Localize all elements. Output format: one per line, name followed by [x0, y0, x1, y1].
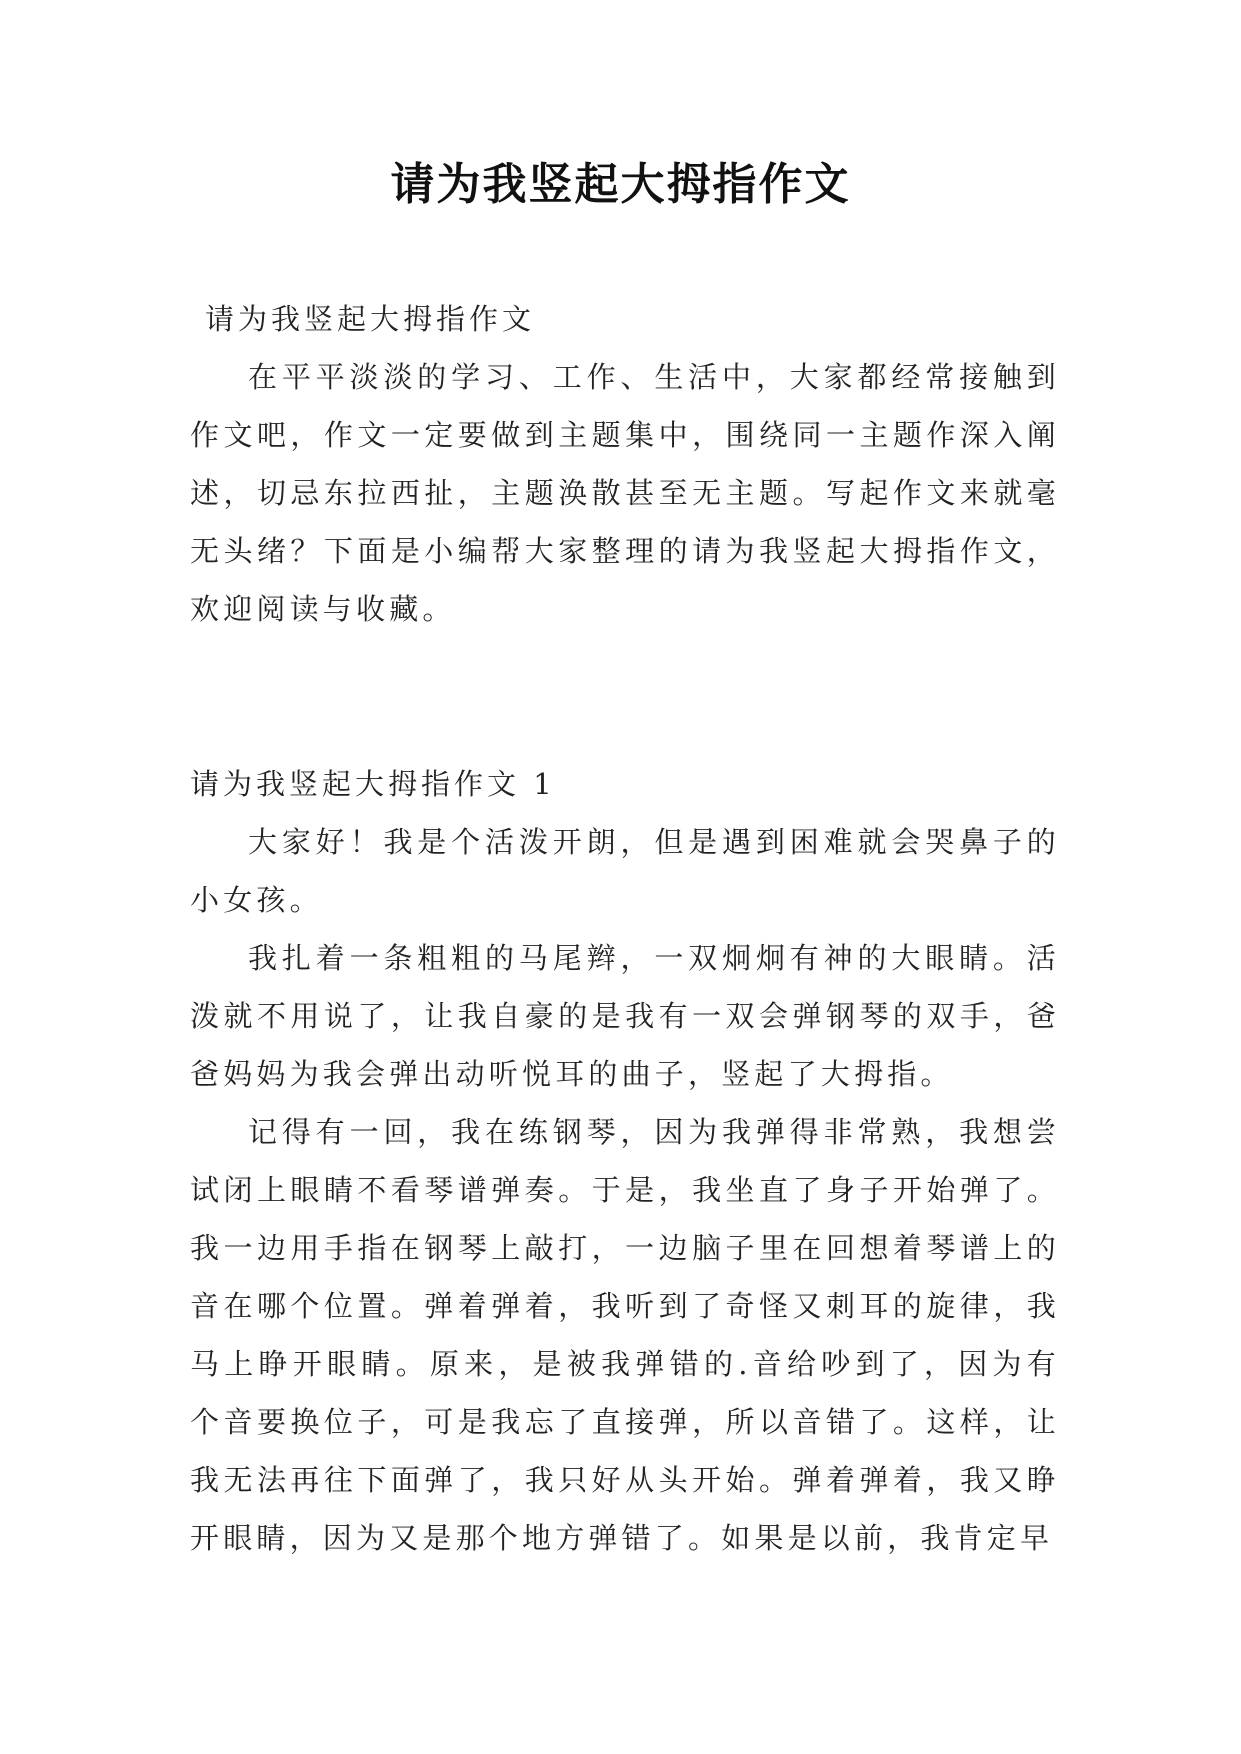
- section-heading: 请为我竖起大拇指作文 1: [190, 767, 556, 801]
- body-paragraph: 我扎着一条粗粗的马尾辫，一双炯炯有神的大眼睛。活泼就不用说了，让我自豪的是我有一双会弹钢琴的双手，爸爸妈妈为我会弹出动听悦耳的曲子，竖起了大拇指。: [190, 941, 1060, 1091]
- intro-block: [190, 348, 1060, 638]
- body-paragraph: 记得有一回，我在练钢琴，因为我弹得非常熟，我想尝试闭上眼睛不看琴谱弹奏。于是，我坐直了身子开始弹了。我一边用手指在钢琴上敲打，一边脑子里在回想着琴谱上的音在哪个位置。弹着弹着，我听到了奇怪又刺耳的旋律，我马上睁开眼睛。原来，是被我弹错的.音给吵到了，因为有个音要换位子，可是我忘了直接弹，所以音错了。这样，让我无法再往下面弹了，我只好从头开始。弹着弹着，我又睁开眼睛，因为又是那个地方弹错了。如果是以前，我肯定早: [190, 1115, 1060, 1555]
- document-title: 请为我竖起大拇指作文: [390, 159, 851, 210]
- body-paragraph: 大家好！我是个活泼开朗，但是遇到困难就会哭鼻子的小女孩。: [190, 825, 1060, 917]
- intro-heading: 请为我竖起大拇指作文: [205, 302, 536, 336]
- intro-paragraph: 在平平淡淡的学习、工作、生活中，大家都经常接触到作文吧，作文一定要做到主题集中，围绕同一主题作深入阐述，切忌东拉西扯，主题涣散甚至无主题。写起作文来就毫无头绪？下面是小编帮大家整理的请为我竖起大拇指作文，欢迎阅读与收藏。: [190, 360, 1060, 626]
- section-body: [190, 813, 1060, 1567]
